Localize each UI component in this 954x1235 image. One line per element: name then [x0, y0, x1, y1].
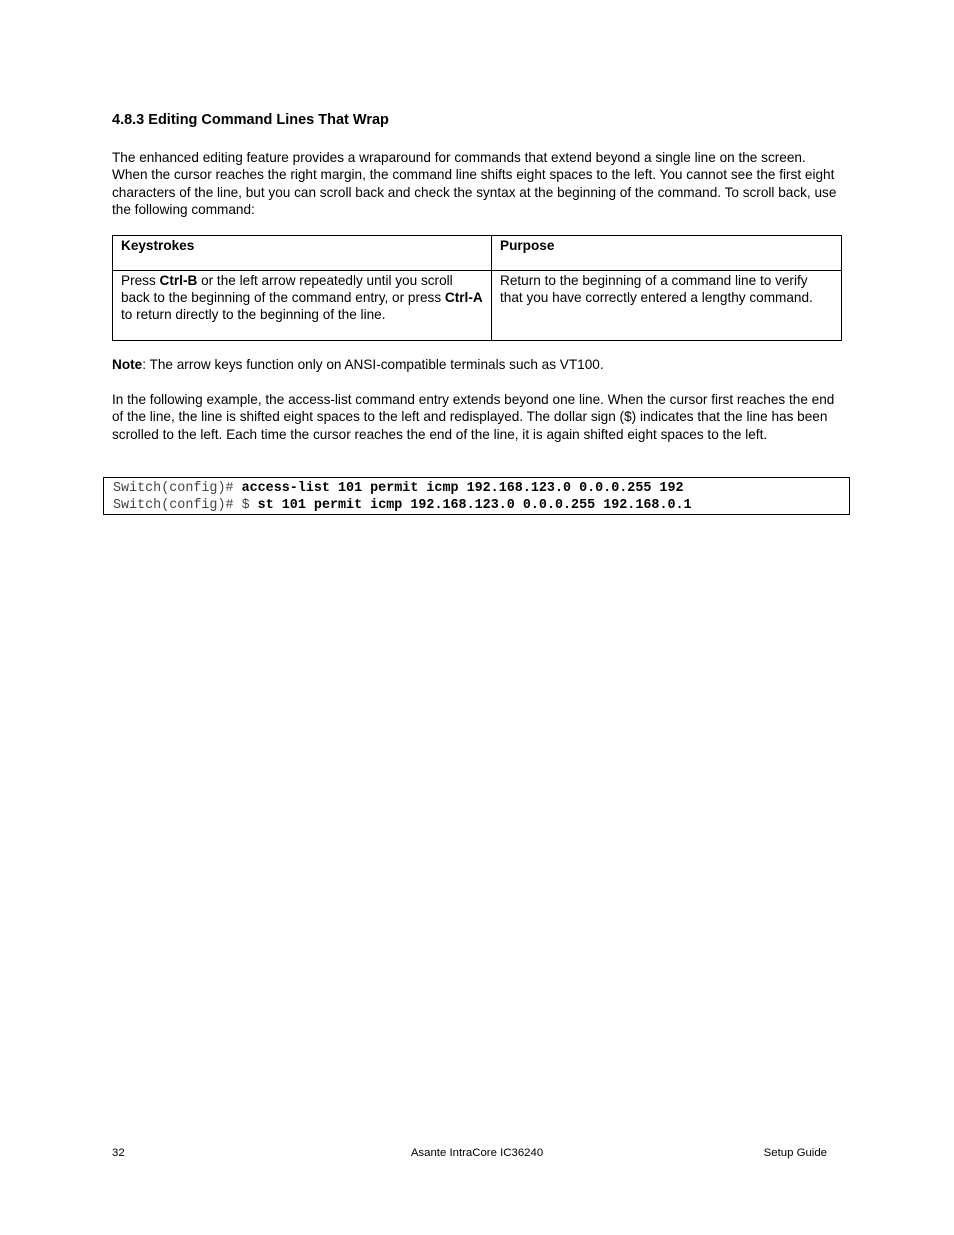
table-header-row: [113, 236, 842, 271]
ctrl-a-key: Ctrl-A: [444, 290, 483, 305]
keystrokes-text: or the left arrow repeatedly until you scroll back to the beginning of the command entry, or press: [121, 273, 453, 305]
cell-keystrokes: [113, 271, 492, 341]
footer-page-number: 32: [112, 1147, 125, 1159]
ctrl-b-key: Ctrl-B: [159, 273, 198, 288]
note-text: : The arrow keys function only on ANSI-compatible terminals such as VT100.: [142, 357, 604, 372]
header-purpose: Purpose: [492, 236, 842, 271]
code-line-2: [113, 497, 849, 514]
intro-paragraph: The enhanced editing feature provides a wraparound for commands that extend beyond a single line on the screen. When the cursor reaches the right margin, the command line shifts eight spaces to the left. You cannot see the first eight characters of the line, but you can scroll back and check the syntax at the beginning of the command. To scroll back, use the following command:: [112, 150, 837, 217]
table-row: [113, 271, 842, 341]
code-command: access-list 101 permit icmp 192.168.123.0 0.0.0.255 192: [241, 481, 684, 496]
code-prompt: Switch(config)#: [113, 481, 242, 496]
cell-purpose: Return to the beginning of a command line to verify that you have correctly entered a lengthy command.: [492, 271, 842, 341]
header-keystrokes: Keystrokes: [113, 236, 492, 271]
note-label: Note: [112, 357, 143, 372]
code-command: st 101 permit icmp 192.168.123.0 0.0.0.255 192.168.0.1: [257, 498, 692, 513]
keystrokes-text: to return directly to the beginning of the line.: [121, 307, 386, 322]
footer-product: Asante IntraCore IC36240: [410, 1147, 544, 1159]
keystrokes-text: Press: [121, 273, 160, 288]
note-paragraph: [112, 356, 842, 373]
code-prompt: Switch(config)# $: [113, 498, 258, 513]
footer-doc-title: Setup Guide: [763, 1147, 827, 1159]
keystrokes-table: [112, 235, 842, 341]
code-example-box: [103, 477, 850, 515]
code-line-1: [113, 480, 849, 497]
section-heading: 4.8.3 Editing Command Lines That Wrap: [112, 112, 389, 128]
example-paragraph: In the following example, the access-list command entry extends beyond one line. When the cursor first reaches the end of the line, the line is shifted eight spaces to the left and redisplayed. The dollar sign ($) indicates that the line has been scrolled to the left. Each time the cursor reaches the end of the line, it is again shifted eight spaces to the left.: [112, 392, 835, 442]
